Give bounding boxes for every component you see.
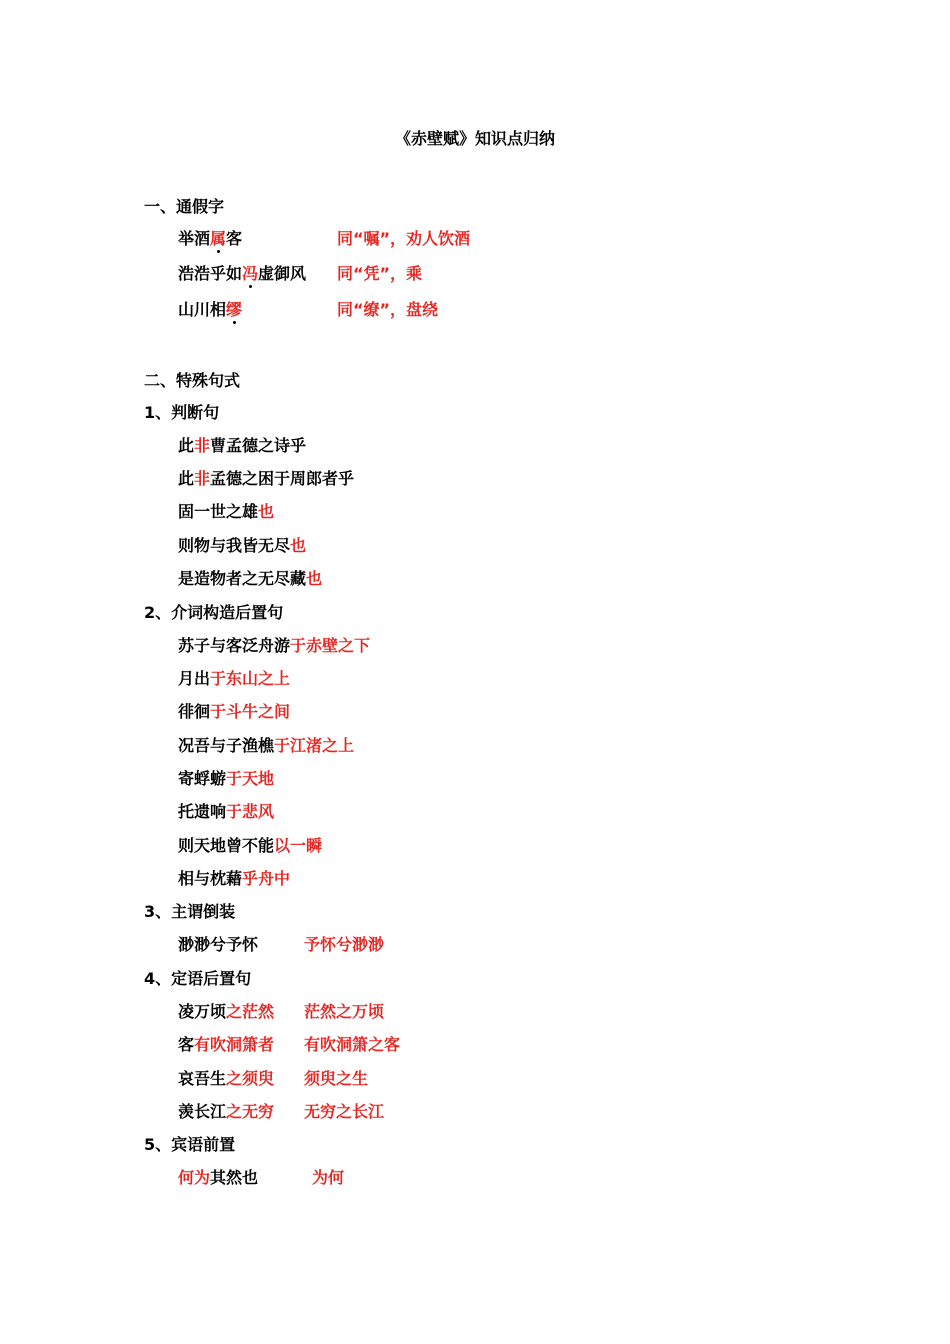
annotation-note: 须臾之生 <box>304 1069 369 1088</box>
highlight-text: 于悲风 <box>226 802 275 821</box>
example-text: 羡长江 <box>178 1102 227 1121</box>
list-item <box>178 766 274 789</box>
annotation-note: 茫然之万顷 <box>304 1002 385 1021</box>
list-item <box>178 999 385 1022</box>
list-item <box>178 799 274 822</box>
example-text: 徘徊 <box>178 702 211 721</box>
example-text: 渺渺兮予怀 <box>178 935 259 954</box>
annotation-note: 予怀兮渺渺 <box>304 935 385 954</box>
subsection-heading-panduanju: 1、判断句 <box>144 403 220 422</box>
example-text: 寄蜉蝣 <box>178 769 227 788</box>
list-item <box>178 666 290 689</box>
example-text: 是造物者之无尽藏 <box>178 569 307 588</box>
highlight-text: 于斗牛之间 <box>210 702 291 721</box>
subsection-heading-binyu: 5、宾语前置 <box>144 1135 236 1154</box>
highlight-text: 何为 <box>178 1168 211 1187</box>
subsection-heading-zhuwei: 3、主谓倒装 <box>144 902 236 921</box>
highlight-text: 有吹洞箫者 <box>194 1035 275 1054</box>
list-item <box>178 226 471 249</box>
highlight-text: 于江渚之上 <box>274 736 355 755</box>
highlight-char: 冯 <box>242 264 259 283</box>
highlight-text: 非 <box>194 469 211 488</box>
section-heading-teshujushi: 二、特殊句式 <box>144 371 241 390</box>
list-item <box>178 932 385 955</box>
highlight-text: 也 <box>290 536 307 555</box>
list-item <box>178 297 439 320</box>
highlight-text: 乎舟中 <box>242 869 291 888</box>
annotation-note: 有吹洞箫之客 <box>304 1035 401 1054</box>
highlight-char: 属 <box>210 229 227 248</box>
highlight-text: 也 <box>258 502 275 521</box>
example-text: 此 <box>178 469 195 488</box>
example-text: 山川相 <box>178 300 227 319</box>
highlight-text: 于东山之上 <box>210 669 291 688</box>
page-title: 《赤壁赋》知识点归纳 <box>394 129 555 148</box>
annotation-note: 同“嘱”，劝人饮酒 <box>337 229 471 248</box>
section-heading-tongjiazi: 一、通假字 <box>144 197 225 216</box>
example-text: 曹孟德之诗乎 <box>210 436 307 455</box>
example-text: 其然也 <box>210 1168 259 1187</box>
annotation-note: 同“凭”，乘 <box>337 264 423 283</box>
highlight-text: 非 <box>194 436 211 455</box>
example-text: 孟德之困于周郎者乎 <box>210 469 355 488</box>
example-text: 月出 <box>178 669 211 688</box>
list-item <box>178 566 322 589</box>
subsection-heading-dingyu: 4、定语后置句 <box>144 969 252 988</box>
highlight-char: 缪 <box>226 300 243 319</box>
list-item <box>178 1066 369 1089</box>
list-item <box>178 1099 385 1122</box>
highlight-text: 于赤壁之下 <box>290 636 371 655</box>
list-item <box>178 866 290 889</box>
example-text: 固一世之雄 <box>178 502 259 521</box>
annotation-note: 同“缭”，盘绕 <box>337 300 439 319</box>
example-text: 托遗响 <box>178 802 227 821</box>
example-text: 凌万顷 <box>178 1002 227 1021</box>
list-item <box>178 633 370 656</box>
highlight-text: 之无穷 <box>226 1102 275 1121</box>
example-text: 况吾与子渔樵 <box>178 736 275 755</box>
list-item <box>178 699 290 722</box>
example-text: 则物与我皆无尽 <box>178 536 291 555</box>
highlight-text: 于天地 <box>226 769 275 788</box>
highlight-text: 之茫然 <box>226 1002 275 1021</box>
list-item <box>178 833 322 856</box>
list-item <box>178 499 274 522</box>
annotation-note: 为何 <box>312 1168 345 1187</box>
list-item <box>178 261 423 284</box>
example-text: 客 <box>178 1035 195 1054</box>
example-text: 客 <box>226 229 243 248</box>
list-item <box>178 433 306 456</box>
list-item <box>178 533 306 556</box>
list-item <box>178 733 354 756</box>
highlight-text: 以一瞬 <box>274 836 323 855</box>
example-text: 相与枕藉 <box>178 869 243 888</box>
subsection-heading-jieci: 2、介词构造后置句 <box>144 603 284 622</box>
example-text: 则天地曾不能 <box>178 836 275 855</box>
list-item <box>178 1032 401 1055</box>
annotation-note: 无穷之长江 <box>304 1102 385 1121</box>
highlight-text: 也 <box>306 569 323 588</box>
example-text: 苏子与客泛舟游 <box>178 636 291 655</box>
list-item <box>178 1165 345 1188</box>
list-item <box>178 466 354 489</box>
example-text: 虚御风 <box>258 264 307 283</box>
example-text: 哀吾生 <box>178 1069 227 1088</box>
highlight-text: 之须臾 <box>226 1069 275 1088</box>
example-text: 浩浩乎如 <box>178 264 243 283</box>
example-text: 举酒 <box>178 229 211 248</box>
example-text: 此 <box>178 436 195 455</box>
